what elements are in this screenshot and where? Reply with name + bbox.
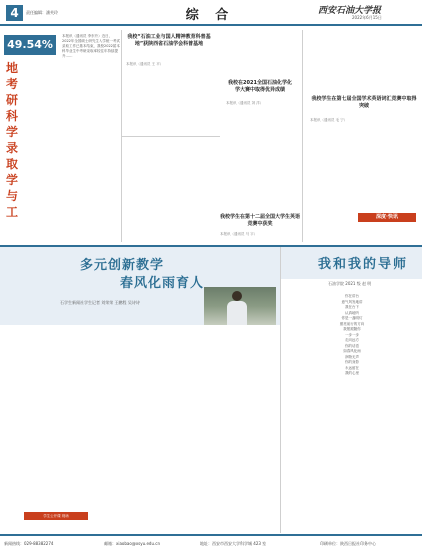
headline-char: 录 <box>6 141 20 155</box>
poem-line: 你的身影 <box>345 360 359 364</box>
article-author: 本报讯（通讯员 刘 洋） <box>226 101 264 105</box>
headline-char: 与 <box>6 189 20 203</box>
poem-line: 意气风发地讲 <box>341 299 363 304</box>
section-title: 综 合 <box>185 8 235 23</box>
headline-char: 学 <box>6 173 20 187</box>
editors-credit: 责任编辑：潘芙玲 <box>26 10 58 15</box>
news-tag: 深度·快讯 <box>358 213 416 222</box>
footer-email: 邮箱：xiaobao@xsyu.edu.cn <box>104 541 160 546</box>
footer-address: 地址：西安市西安大学科学城 423 室 <box>200 541 267 546</box>
poem-title: 我和我的导师 <box>318 257 409 272</box>
article-title: 我校学生在第七届全国学术英语词汇竞赛中取得突破 <box>311 96 417 109</box>
feature-byline: 石学生新闻社学生记者 刘荣荣 王鹏程 吴诗诗 <box>60 300 140 305</box>
teacher-photo <box>204 287 276 325</box>
poem-line: 我愿跟随你 <box>343 327 361 331</box>
article-title: 我校“石油工业与国人精神教育科普基地”获陕西省石油学会科普基地 <box>127 34 211 47</box>
headline-char: 考 <box>6 77 20 91</box>
poem-line: 照亮前行的方向 <box>339 321 365 326</box>
footer-printer: 印刷单位：陕西日报社印务中心 <box>320 541 376 546</box>
column-divider <box>280 247 281 533</box>
photo-caption: 学生公开课 现场 <box>24 512 88 520</box>
headline-char: 工 <box>6 205 20 219</box>
article-divider <box>122 136 220 137</box>
page-header <box>0 0 422 26</box>
masthead: 西安石油大学报 <box>318 6 382 16</box>
article-body-lines <box>126 70 212 130</box>
column-divider <box>302 30 303 242</box>
feature-title-line-1: 多元创新教学 <box>80 258 165 273</box>
poem-byline: 石油学院 2021 级 赵 明 <box>328 281 372 286</box>
article-title: 我校在2021全国石油化学化学大赛中取得优异成绩 <box>228 80 292 93</box>
poem-line: 我的心里 <box>345 371 359 375</box>
article-author: 本报讯（通讯员 王 平） <box>126 62 164 66</box>
page-footer <box>0 534 422 551</box>
headline-char: 科 <box>6 109 20 123</box>
poem-line: 走向远方 <box>345 338 359 342</box>
percent-badge: 49.54% <box>4 35 56 55</box>
feature-title-line-2: 春风化雨育人 <box>120 276 205 291</box>
poem-line: 我在台下 <box>345 305 359 309</box>
vertical-headline <box>6 60 58 220</box>
headline-char: 地 <box>6 61 20 75</box>
poem-line: 你的话语 <box>345 343 359 348</box>
poem-line: 你是一盏明灯 <box>341 316 363 320</box>
photo-person-head <box>232 291 242 301</box>
photo-person-body <box>227 301 247 325</box>
poem-line: 如春风化雨 <box>343 349 361 353</box>
poem-line: 认真地听 <box>345 310 359 315</box>
footer-phone: 新闻热线：029-88382274 <box>4 541 54 546</box>
poem-line: 润物无声 <box>345 354 359 359</box>
article-title: 我校学生在第十二届全国大学生英语竞赛中获奖 <box>220 214 301 227</box>
header-rule <box>0 24 422 26</box>
headline-char: 研 <box>6 93 20 107</box>
poem-line: 你在讲台 <box>345 294 359 298</box>
left-article-body: 本报讯（通讯员 李东升）近日，2022年全国硕士研究生入学统一考试录取工作已基本结束，我校2022届本科毕业生中考研录取率较往年持续提升…… <box>62 34 120 58</box>
headline-char: 取 <box>6 157 20 171</box>
poem-body <box>286 294 418 504</box>
poem-line: 一步一步 <box>345 332 359 337</box>
article-author: 本报讯（通讯员 毛 宁） <box>310 118 348 122</box>
article-author: 本报讯（通讯员 马 宇） <box>220 232 258 236</box>
headline-char: 学 <box>6 125 20 139</box>
issue-date: 2022年6月15日 <box>352 15 382 20</box>
feature-body-columns <box>6 330 276 506</box>
page-number: 4 <box>6 5 23 21</box>
poem-line: 永远留在 <box>345 365 359 370</box>
